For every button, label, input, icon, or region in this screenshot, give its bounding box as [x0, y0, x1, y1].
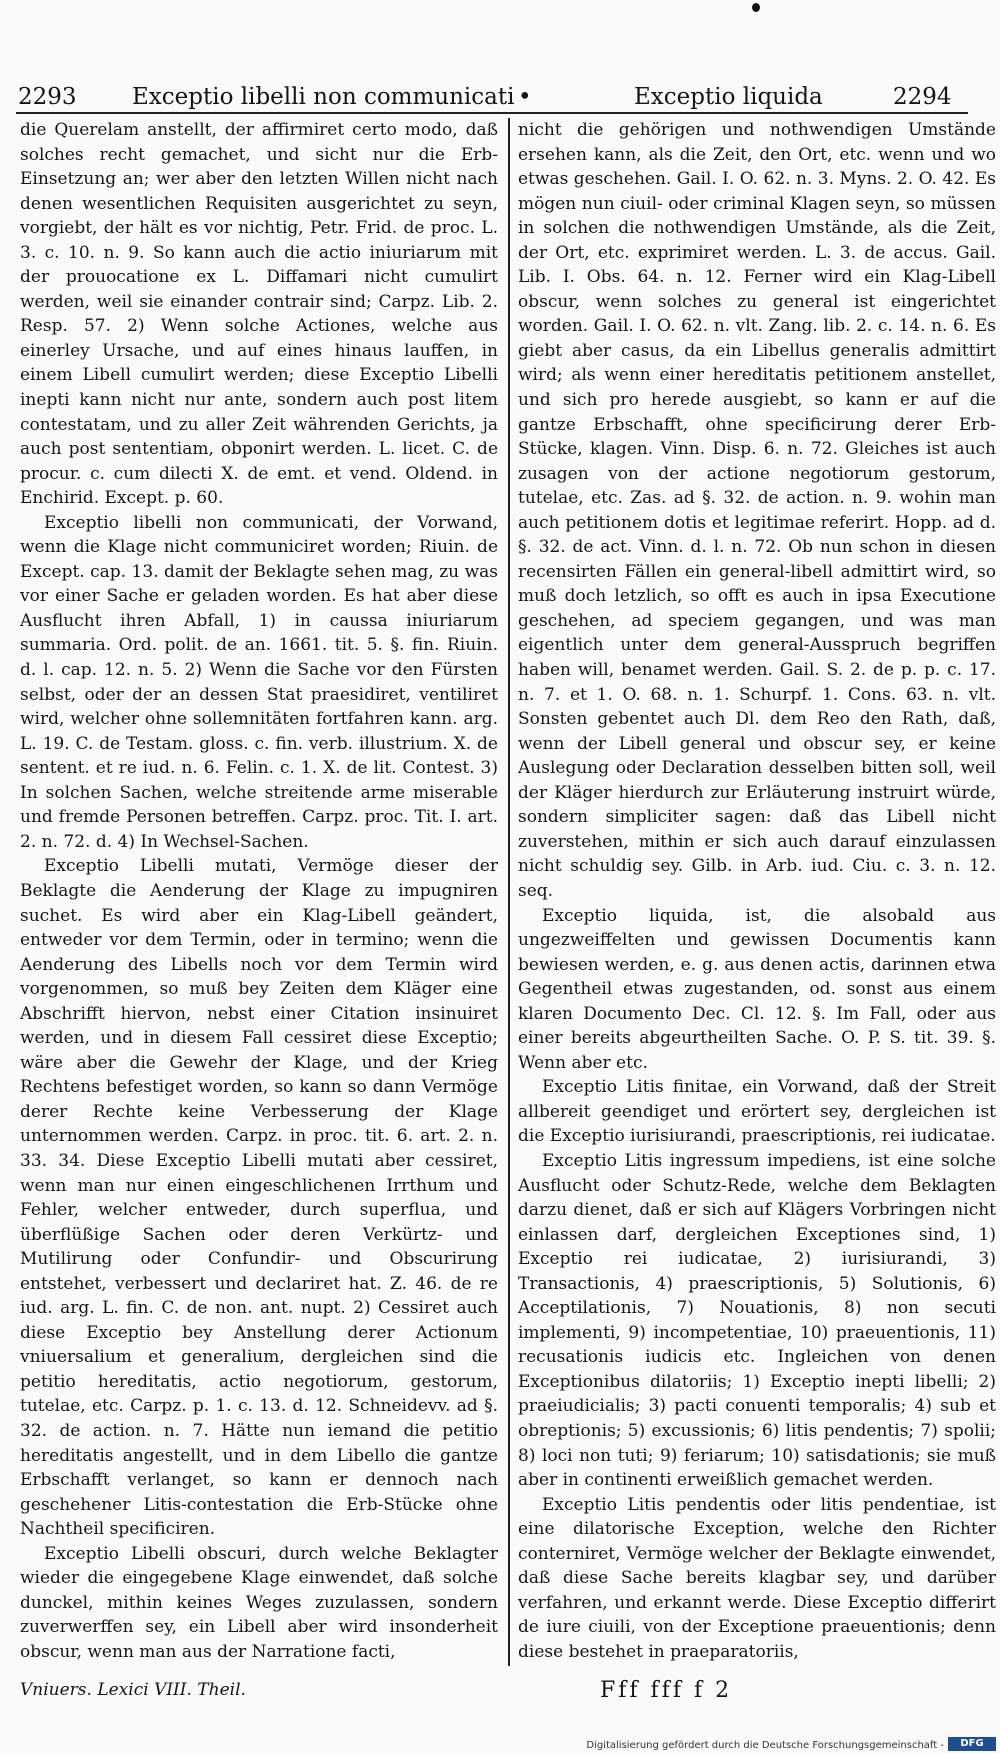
page-number-right: 2294: [893, 84, 952, 110]
entry-libelli-mutati: Exceptio Libelli mutati, Vermöge dieser der Beklagte die Aenderung der Klage zu impugniren suchet. Es wird aber ein Klag-Libell geändert, entweder vor dem Termin, oder in termino; wenn die Aenderung des Libells noch vor dem Termin wird vorgenommen, so muß bey Zeiten dem Kläger eine Abschrifft hiervon, nebst einer Citation insinuiret werden, und in diesem Fall cessiret diese Exceptio; wäre aber die Gewehr der Klage, und der Krieg Rechtens befestiget worden, so kann so dann Vermöge derer Rechte keine Verbesserung der Klage unternommen werden. Carpz. in proc. tit. 6. art. 2. n. 33. 34. Diese Exceptio Libelli mutati aber cessiret, wenn man nur einen eingeschlichenen Irrthum und Fehler, welcher entweder, durch superflua, und überflüßige Sachen oder deren Verkürtz- und Mutilirung oder Confundir- und Obscurirung entstehet, verbessert und declariret hat. Z. 46. de re iud. arg. L. fin. C. de non. ant. nupt. 2) Cessiret auch diese Exceptio bey Anstellung derer Actionum vniuersalium et generalium, dergleichen sind die petitio hereditatis, actio negotiorum, gestorum, tutelae, etc. Carpz. p. 1. c. 13. d. 12. Schneidevv. ad §. 32. de action. n. 7. Hätte nun iemand die petitio hereditatis angestellt, und in dem Libello die gantze Erbschafft verlanget, so kann er dennoch nach geschehener Litis-contestation die Erb-Stücke ohne Nachtheil specificiren.: [20, 856, 498, 1540]
paragraph-querela: die Querelam anstellt, der affirmiret certo modo, daß solches recht gemachet, und sicht nur die Erb-Einsetzung an; wer aber den letzten Willen nicht nach denen wesentlichen Requisiten ausgerichtet zu seyn, vorgiebt, der hält es vor nichtig, Petr. Frid. de proc. L. 3. c. 10. n. 9. So kann auch die actio iniuriarum mit der prouocatione ex L. Diffamari nicht cumulirt werden, weil sie einander contrair sind; Carpz. Lib. 2. Resp. 57. 2) Wenn solche Actiones, welche aus einerley Ursache, und auf eines hinaus lauffen, in einem Libell cumulirt werden; diese Exceptio Libelli inepti kann nicht nur ante, sondern auch post litem contestatam, und zu aller Zeit währenden Gerichts, ja auch post sententiam, obponirt werden. L. licet. C. de procur. c. cum dilecti X. de emt. et vend. Oldend. in Enchirid. Except. p. 60.: [20, 120, 498, 509]
entry-litis-ingressum-impediens: Exceptio Litis ingressum impediens, ist eine solche Ausflucht oder Schutz-Rede, welche dem Beklagten darzu dienet, daß er sich auf Klägers Vorbringen nicht einlassen darf, dergleichen Exceptiones sind, 1) Exceptio rei iudicatae, 2) iurisiurandi, 3) Transactionis, 4) praescriptionis, 5) Solutionis, 6) Acceptilationis, 7) Nouationis, 8) non secuti implementi, 9) incompetentiae, 10) praeuentionis, 11) recusationis iudicis etc. Ingleichen von denen Exceptionibus dilatoriis; 1) Exceptio inepti libelli; 2) praeiudicialis; 3) pacti conuenti temporalis; 4) sub et obreptionis; 5) excussionis; 6) litis pendentis; 7) spolii; 8) loci non tuti; 9) feriarum; 10) satisdationis; sie muß aber in continenti erweißlich gemachet werden.: [518, 1150, 996, 1491]
signature-mark: Fff fff f 2: [600, 1678, 733, 1703]
header-separator: •: [518, 84, 532, 110]
page-number-left: 2293: [18, 84, 77, 110]
column-divider: [508, 118, 510, 1666]
entry-libelli-non-communicati: Exceptio libelli non communicati, der Vorwand, wenn die Klage nicht communiciret worden; Riuin. de Except. cap. 13. damit der Beklagte sehen mag, zu was vor einer Sache er geladen worden. Es hat aber diese Ausflucht ihren Abfall, 1) in caussa iniuriarum summaria. Ord. polit. de an. 1661. tit. 5. §. fin. Riuin. d. l. cap. 12. n. 5. 2) Wenn die Sache vor den Fürsten selbst, oder der an dessen Stat praesidiret, ventiliret wird, welcher ohne sollemnitäten fortfahren kann. arg. L. 19. C. de Testam. gloss. c. fin. verb. illustrium. X. de sentent. et re iud. n. 6. Felin. c. 1. X. de lit. Contest. 3) In solchen Sachen, welche streitende arme miserable und fremde Personen betreffen. Carpz. proc. Tit. I. art. 2. n. 72. d. 4) In Wechsel-Sachen.: [20, 512, 498, 852]
entry-litis-finitae: Exceptio Litis finitae, ein Vorwand, daß der Streit allbereit geendiget und erörtert sey, dergleichen ist die Exceptio iurisiurandi, praescriptionis, rei iudicatae.: [518, 1077, 996, 1147]
volume-footer: Vniuers. Lexici VIII. Theil.: [20, 1680, 246, 1700]
running-title-left: Exceptio libelli non communicati: [132, 84, 515, 110]
entry-libelli-obscuri: Exceptio Libelli obscuri, durch welche Beklagter wieder die eingegebene Klage einwendet, daß solche dunckel, mithin keines Weges zuzulassen, sondern zuverwerffen sey, ein Libell aber wird insonderheit obscur, wenn man aus der Narratione facti,: [20, 1543, 498, 1662]
entry-liquida: Exceptio liquida, ist, die alsobald aus ungezweiffelten und gewissen Documentis kann bewiesen werden, e. g. aus denen actis, darinnen etwa Gegentheil etwas zugestanden, od. sonst aus einem klaren Documento Dec. Cl. 12. §. Im Fall, oder aus einer bereits abgeurtheilten Sache. O. P. S. tit. 39. §. Wenn aber etc.: [518, 905, 996, 1073]
dfg-logo: DFG: [948, 1737, 996, 1751]
entry-litis-pendentis: Exceptio Litis pendentis oder litis pendentiae, ist eine dilatorische Exception, welche den Richter conterniret, Vermöge welcher der Beklagte einwendet, daß diese Sache bereits klagbar sey, und darüber verfahren, und erkannt werde. Diese Exceptio differirt de iure ciuili, von der Exceptione praeuentionis; denn diese bestehet in praeparatoriis,: [518, 1494, 996, 1662]
ink-dot: [752, 3, 760, 12]
left-column: [20, 118, 498, 1664]
right-column: [518, 118, 996, 1664]
running-title-right: Exceptio liquida: [634, 84, 823, 110]
header-rule: [16, 112, 968, 114]
digitization-credit: Digitalisierung gefördert durch die Deutsche Forschungsgemeinschaft -: [586, 1740, 944, 1751]
paragraph-obscuri-continued: nicht die gehörigen und nothwendigen Umstände ersehen kann, als die Zeit, den Ort, etc. wenn und wo etwas geschehen. Gail. I. O. 62. n. 3. Myns. 2. O. 42. Es mögen nun ciuil- oder criminal Klagen seyn, so müssen in solchen die nothwendigen Umstände, als die Zeit, der Ort, etc. exprimiret werden. L. 3. de accus. Gail. Lib. I. Obs. 64. n. 12. Ferner wird ein Klag-Libell obscur, wenn solches zu general ist eingerichtet worden. Gail. I. O. 62. n. vlt. Zang. lib. 2. c. 14. n. 6. Es giebt aber casus, da ein Libellus generalis admittirt wird; als wenn einer hereditatis petitionem anstellet, und sich pro herede ausgiebt, so kann er auf die gantze Erbschafft, ohne specificirung derer Erb-Stücke, klagen. Vinn. Disp. 6. n. 72. Gleiches ist auch zusagen von der actione negotiorum gestorum, tutelae, etc. Zas. ad §. 32. de action. n. 9. wohin man auch petitionem dotis et legitimae referirt. Hopp. ad d. §. 32. de act. Vinn. d. l. n. 72. Ob nun schon in diesen recensirten Fällen ein general-libell admittirt wird, so muß doch letzlich, so offt es auch in ipsa Executione geschehen, ad speciem gegangen, und was man eigentlich unter dem general-Ausspruch begriffen haben will, benamet werden. Gail. S. 2. de p. p. c. 17. n. 7. et 1. O. 68. n. 1. Schurpf. 1. Cons. 63. n. vlt. Sonsten gebentet auch Dl. dem Reo den Rath, daß, wenn der Libell general und obscur sey, er keine Auslegung oder Declaration desselben bitten soll, weil der Kläger hierdurch zur Erläuterung instruirt würde, sondern simpliciter sagen: daß das Libell nicht zuverstehen, mithin er sich auch darauf einzulassen nicht schuldig sey. Gilb. in Arb. iud. Ciu. c. 3. n. 12. seq.: [518, 120, 996, 901]
